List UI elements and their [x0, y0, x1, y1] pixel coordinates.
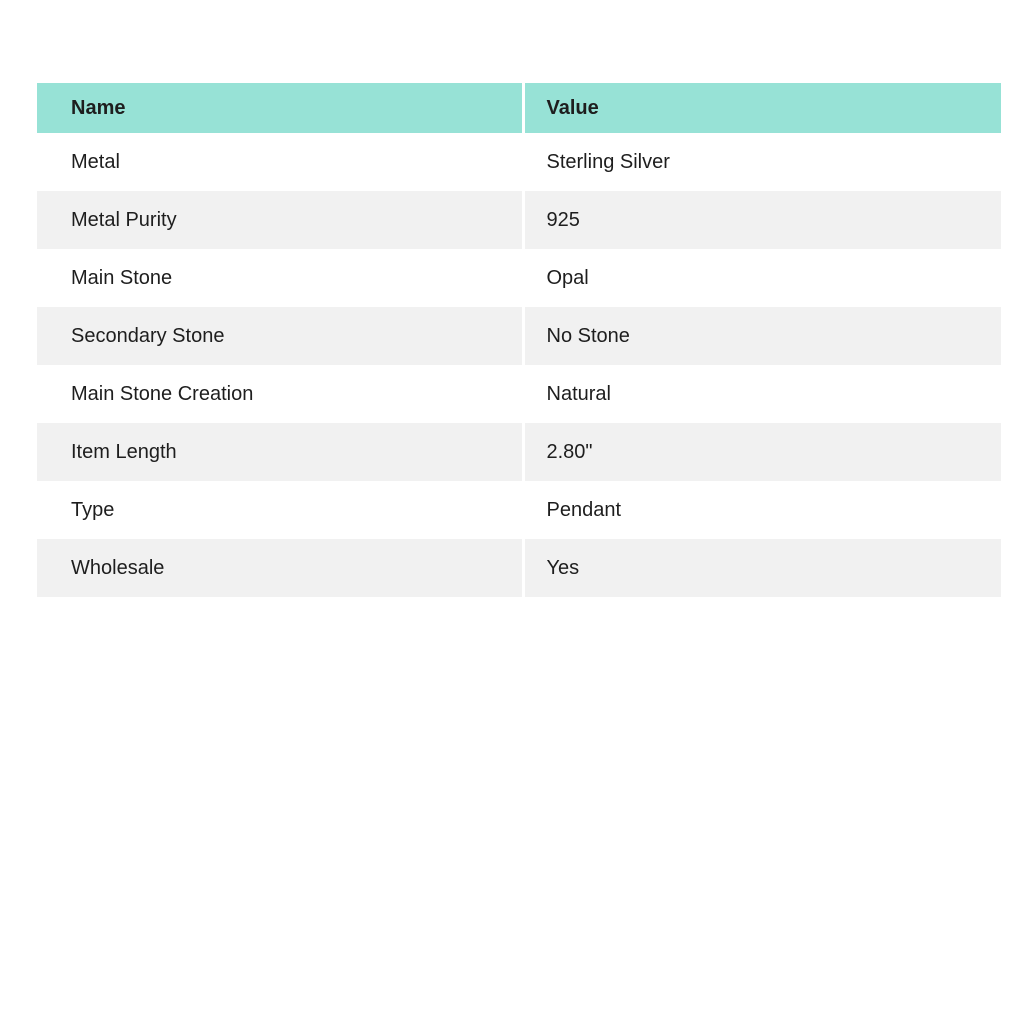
table-header-row — [37, 83, 1001, 133]
spec-value-cell: 2.80" — [523, 423, 1001, 481]
spec-name-cell: Item Length — [37, 423, 523, 481]
table-row — [37, 539, 1001, 597]
table-row — [37, 365, 1001, 423]
column-header-value: Value — [523, 83, 1001, 133]
table-row — [37, 133, 1001, 191]
spec-name-cell: Main Stone — [37, 249, 523, 307]
table-body — [37, 133, 1001, 597]
table-row — [37, 423, 1001, 481]
spec-value-cell: Pendant — [523, 481, 1001, 539]
spec-value-cell: Opal — [523, 249, 1001, 307]
spec-name-cell: Main Stone Creation — [37, 365, 523, 423]
spec-value-cell: Yes — [523, 539, 1001, 597]
spec-value-cell: 925 — [523, 191, 1001, 249]
table-row — [37, 249, 1001, 307]
spec-value-cell: Natural — [523, 365, 1001, 423]
table-row — [37, 191, 1001, 249]
spec-value-cell: Sterling Silver — [523, 133, 1001, 191]
spec-name-cell: Secondary Stone — [37, 307, 523, 365]
table-row — [37, 307, 1001, 365]
table-row — [37, 481, 1001, 539]
spec-name-cell: Type — [37, 481, 523, 539]
column-header-name: Name — [37, 83, 523, 133]
spec-name-cell: Wholesale — [37, 539, 523, 597]
spec-name-cell: Metal Purity — [37, 191, 523, 249]
spec-value-cell: No Stone — [523, 307, 1001, 365]
product-spec-table — [37, 83, 1001, 597]
spec-name-cell: Metal — [37, 133, 523, 191]
